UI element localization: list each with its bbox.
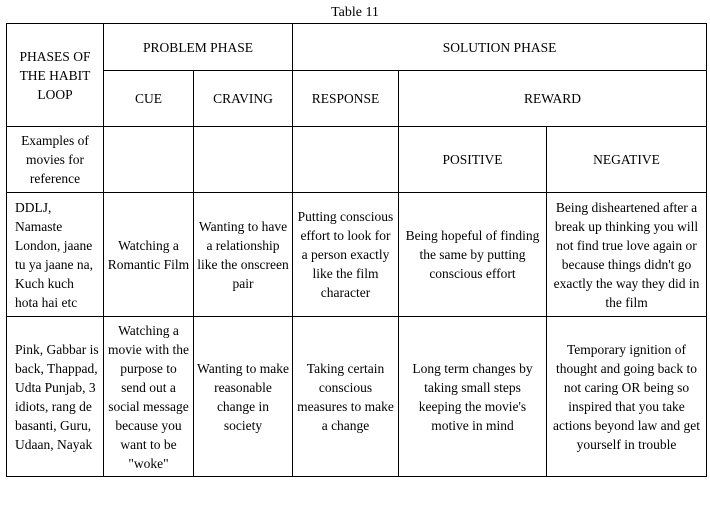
header-response: RESPONSE	[293, 71, 399, 127]
header-solution-phase: SOLUTION PHASE	[293, 24, 707, 71]
header-craving: CRAVING	[194, 71, 293, 127]
craving-cell: Wanting to have a relationship like the onscreen pair	[194, 193, 293, 317]
empty-cell	[293, 127, 399, 193]
table-row	[7, 317, 707, 477]
header-negative: NEGATIVE	[547, 127, 707, 193]
header-problem-phase: PROBLEM PHASE	[104, 24, 293, 71]
empty-cell	[104, 127, 194, 193]
header-row-stages	[7, 71, 707, 127]
table-caption: Table 11	[331, 5, 379, 20]
header-row-phases	[7, 24, 707, 71]
response-cell: Putting conscious effort to look for a person exactly like the film character	[293, 193, 399, 317]
header-phases-of-habit-loop: PHASES OF THE HABIT LOOP	[7, 24, 104, 127]
positive-reward-cell: Long term changes by taking small steps keeping the movie's motive in mind	[399, 317, 547, 477]
craving-cell: Wanting to make reasonable change in society	[194, 317, 293, 477]
header-examples-of-movies: Examples of movies for reference	[7, 127, 104, 193]
empty-cell	[194, 127, 293, 193]
cue-cell: Watching a movie with the purpose to send out a social message because you want to be "woke"	[104, 317, 194, 477]
movies-cell: Pink, Gabbar is back, Thappad, Udta Punjab, 3 idiots, rang de basanti, Guru, Udaan, Nayak	[7, 317, 104, 477]
positive-reward-cell: Being hopeful of finding the same by putting conscious effort	[399, 193, 547, 317]
movies-cell: DDLJ, Namaste London, jaane tu ya jaane na, Kuch kuch hota hai etc	[7, 193, 104, 317]
header-row-reward-types	[7, 127, 707, 193]
header-cue: CUE	[104, 71, 194, 127]
header-reward: REWARD	[399, 71, 707, 127]
response-cell: Taking certain conscious measures to make a change	[293, 317, 399, 477]
negative-reward-cell: Being disheartened after a break up thinking you will not find true love again or because things didn't go exactly the way they did in the film	[547, 193, 707, 317]
negative-reward-cell: Temporary ignition of thought and going back to not caring OR being so inspired that you take actions beyond law and get yourself in trouble	[547, 317, 707, 477]
table-row	[7, 193, 707, 317]
cue-cell: Watching a Romantic Film	[104, 193, 194, 317]
header-positive: POSITIVE	[399, 127, 547, 193]
habit-loop-table	[6, 23, 707, 477]
